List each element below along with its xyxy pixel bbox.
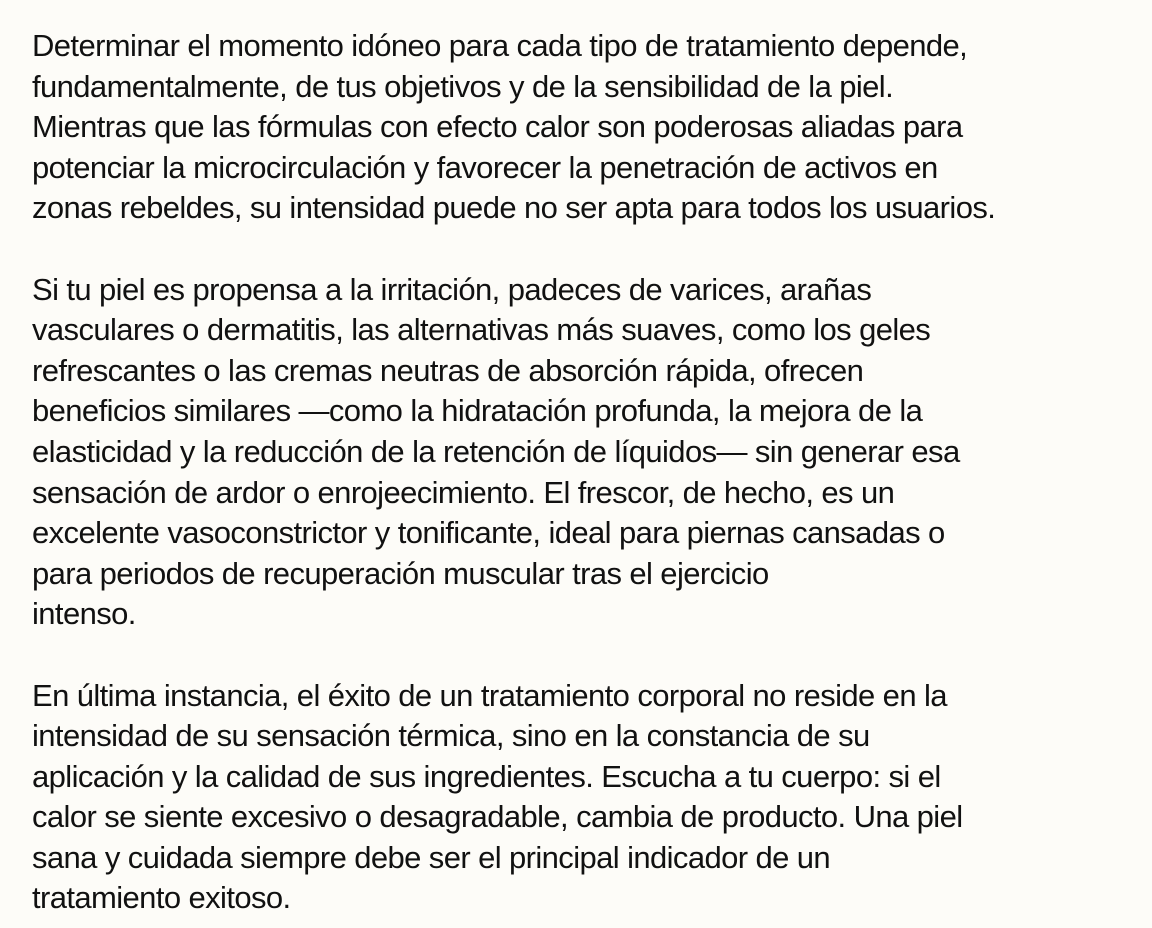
paragraph-conclusion: En última instancia, el éxito de un tratamiento corporal no reside en la intensidad de su sensación térmica, sino en la constancia de su aplicación y la calidad de sus ingredientes. Escucha a tu cuerpo: si el calor se siente excesivo o desagradable, cambia de producto. Una piel sana y cuidada siempre debe ser el principal indicador de un tratamiento exitoso. [32, 677, 963, 916]
paragraph-sensitive-skin-alternatives: Si tu piel es propensa a la irritación, padeces de varices, arañas vasculares o dermatitis, las alternativas más suaves, como los geles refrescantes o las cremas neutras de absorción rápida, ofrecen beneficios similares —como la hidratación profunda, la mejora de la elasticidad y la reducción de la retención de líquidos— sin generar esa sensación de ardor o enrojeecimiento. El frescor, de hecho, es un excelente vasoconstrictor y tonificante, ideal para piernas cansadas o para periodos de recuperación muscular tras el ejercicio intenso. [32, 271, 960, 632]
paragraph-treatment-timing: Determinar el momento idóneo para cada tipo de tratamiento depende, fundamentalmente, de tus objetivos y de la sensibilidad de la piel. Mientras que las fórmulas con efecto calor son poderosas aliadas para potenciar la microcirculación y favorecer la penetración de activos en zonas rebeldes, su intensidad puede no ser apta para todos los usuarios. [32, 28, 996, 226]
